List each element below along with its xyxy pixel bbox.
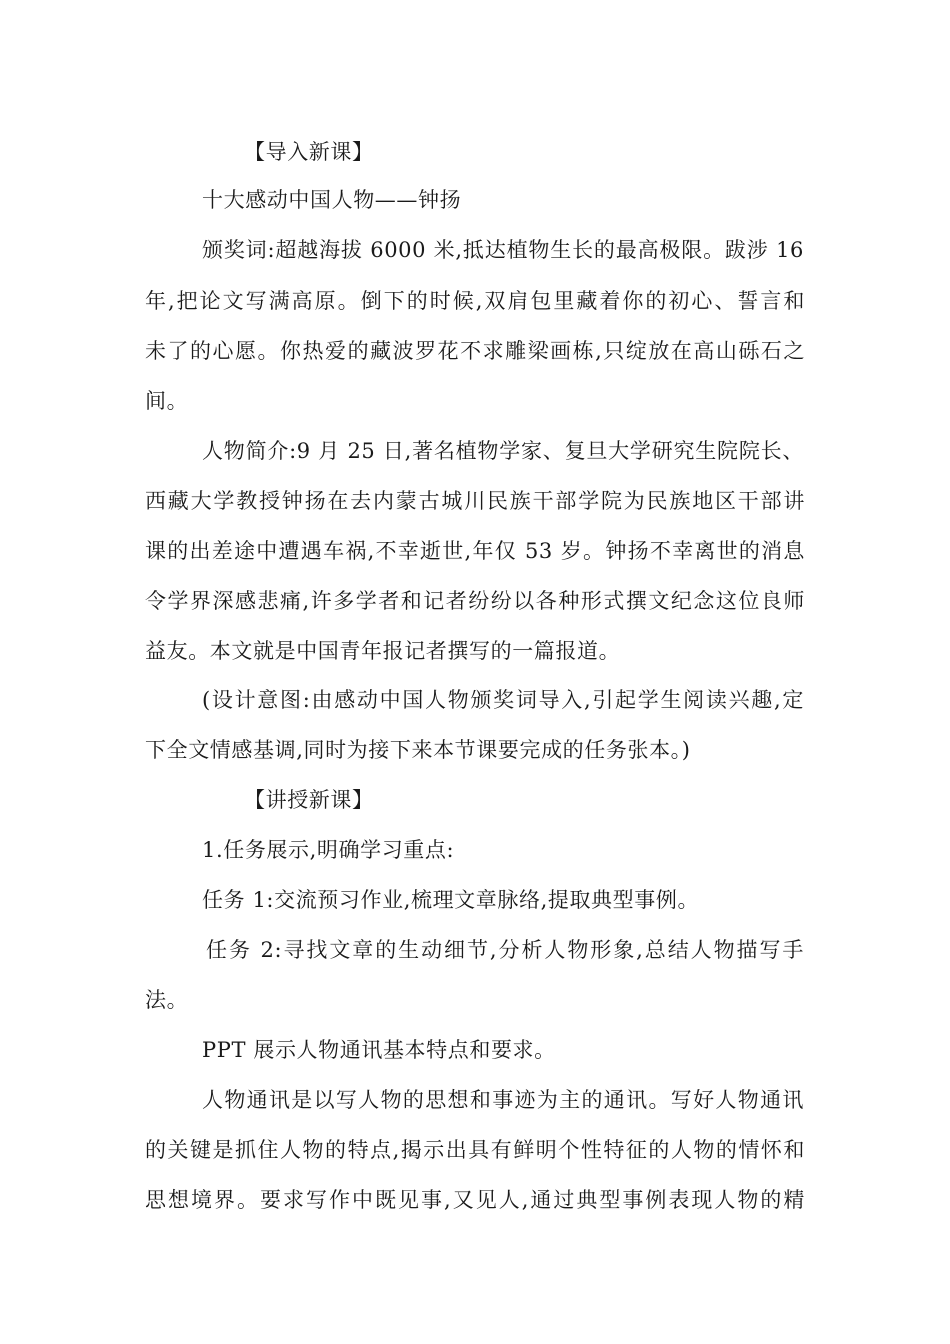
paragraph-line: 年,把论文写满高原。倒下的时候,双肩包里藏着你的初心、誓言和 <box>145 289 805 313</box>
paragraph-line: 任务 1:交流预习作业,梳理文章脉络,提取典型事例。 <box>202 888 700 912</box>
paragraph-line: 益友。本文就是中国青年报记者撰写的一篇报道。 <box>145 639 621 663</box>
paragraph-line: 思想境界。要求写作中既见事,又见人,通过典型事例表现人物的精 <box>145 1188 805 1212</box>
paragraph-line: 西藏大学教授钟扬在去内蒙古城川民族干部学院为民族地区干部讲 <box>145 489 805 513</box>
paragraph-line: 课的出差途中遭遇车祸,不幸逝世,年仅 53 岁。钟扬不幸离世的消息 <box>145 539 805 563</box>
paragraph-line: 颁奖词:超越海拔 6000 米,抵达植物生长的最高极限。跋涉 16 <box>202 238 804 262</box>
section-heading-intro: 【导入新课】 <box>244 140 374 164</box>
paragraph-line: 1.任务展示,明确学习重点: <box>202 838 455 862</box>
paragraph-line: 的关键是抓住人物的特点,揭示出具有鲜明个性特征的人物的情怀和 <box>145 1138 805 1162</box>
paragraph-line: 法。 <box>145 988 189 1012</box>
subtitle-line: 十大感动中国人物——钟扬 <box>202 188 462 212</box>
paragraph-line: 下全文情感基调,同时为接下来本节课要完成的任务张本。) <box>145 738 691 762</box>
section-heading-lecture: 【讲授新课】 <box>244 788 374 812</box>
paragraph-line: 任务 2:寻找文章的生动细节,分析人物形象,总结人物描写手 <box>206 938 804 962</box>
paragraph-line: 间。 <box>145 389 189 413</box>
paragraph-line: PPT 展示人物通讯基本特点和要求。 <box>202 1038 556 1062</box>
paragraph-line: 未了的心愿。你热爱的藏波罗花不求雕梁画栋,只绽放在高山砾石之 <box>145 339 805 363</box>
paragraph-line: 人物通讯是以写人物的思想和事迹为主的通讯。写好人物通讯 <box>202 1088 804 1112</box>
paragraph-line: 令学界深感悲痛,许多学者和记者纷纷以各种形式撰文纪念这位良师 <box>145 589 805 613</box>
paragraph-line: (设计意图:由感动中国人物颁奖词导入,引起学生阅读兴趣,定 <box>202 688 804 712</box>
paragraph-line: 人物简介:9 月 25 日,著名植物学家、复旦大学研究生院院长、 <box>202 439 804 463</box>
